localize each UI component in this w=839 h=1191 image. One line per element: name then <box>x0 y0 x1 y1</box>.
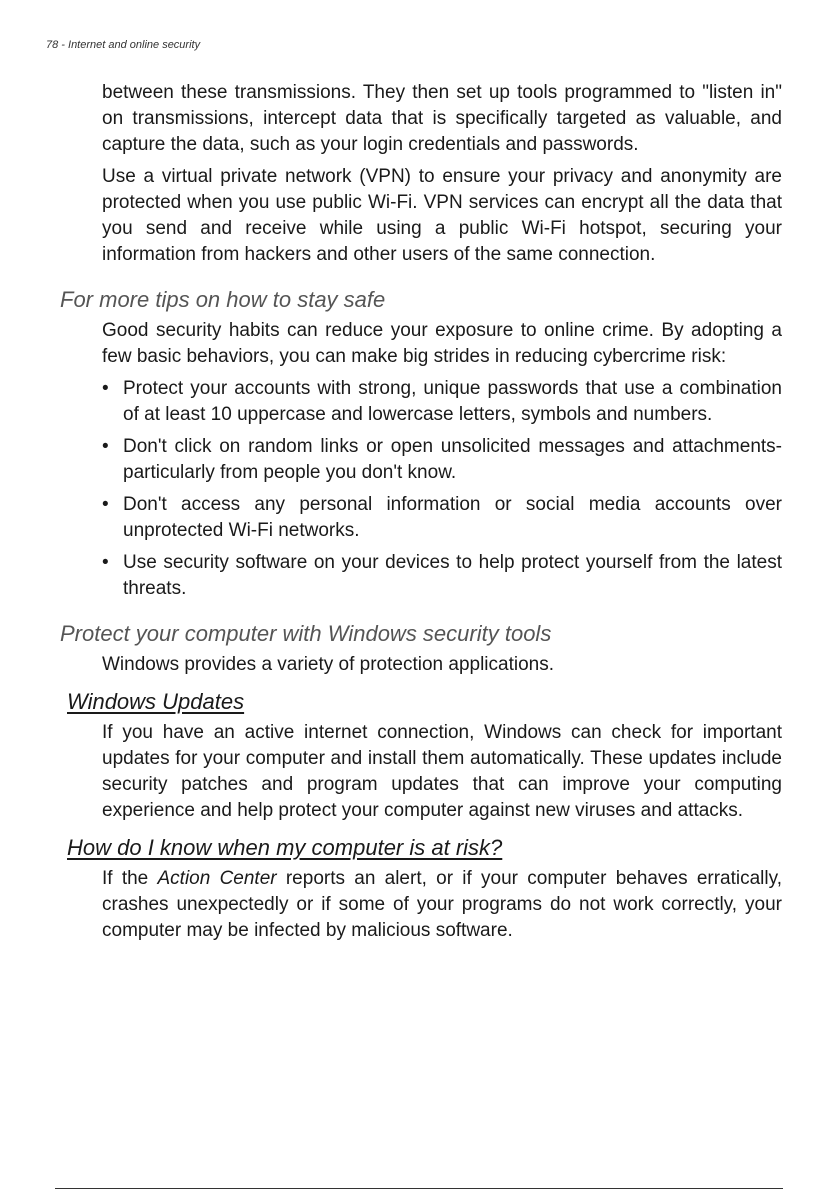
running-header: 78 - Internet and online security <box>46 39 201 51</box>
intro-paragraph-2: Use a virtual private network (VPN) to ensure your privacy and anonymity are protected when you use public Wi-Fi. VPN services can encrypt all the data that you send and receive while using a public Wi-Fi hotspot, securing your information from hackers and other users of the same connection. <box>102 166 782 265</box>
action-center-term: Action Center <box>157 868 277 889</box>
at-risk-body <box>102 866 782 944</box>
list-item <box>102 376 782 428</box>
page-body <box>60 80 782 950</box>
list-item-text: Don't access any personal information or social media accounts over unprotected Wi-Fi networks. <box>123 494 782 541</box>
bullet-icon: • <box>102 552 109 573</box>
list-item <box>102 492 782 544</box>
at-risk-body-start: If the <box>102 868 158 889</box>
windows-tools-intro: Windows provides a variety of protection applications. <box>102 654 555 675</box>
windows-updates-body: If you have an active internet connection, Windows can check for important updates for your computer and install them automatically. These updates include security patches and program updates that can improve your computing experience and help protect your computer against new viruses and attacks. <box>102 722 782 821</box>
at-risk-heading: How do I know when my computer is at risk? <box>67 835 503 860</box>
bullet-icon: • <box>102 378 109 399</box>
bullet-icon: • <box>102 494 109 515</box>
windows-updates-heading: Windows Updates <box>67 689 245 714</box>
tips-intro: Good security habits can reduce your exposure to online crime. By adopting a few basic behaviors, you can make big strides in reducing cybercrime risk: <box>102 320 782 367</box>
footer-divider <box>55 1188 783 1189</box>
tips-list <box>102 376 782 602</box>
at-risk-body-end: reports an alert, or if your computer behaves erratically, crashes unexpectedly or if some of your programs do not work correctly, your computer may be infected by malicious software. <box>102 868 782 941</box>
list-item <box>102 434 782 486</box>
bullet-icon: • <box>102 436 109 457</box>
list-item-text: Don't click on random links or open unsolicited messages and attachments-particularly from people you don't know. <box>123 436 782 483</box>
list-item <box>102 550 782 602</box>
intro-paragraph-1: between these transmissions. They then set up tools programmed to "listen in" on transmissions, intercept data that is specifically targeted as valuable, and capture the data, such as your login credentials and passwords. <box>102 82 782 155</box>
tips-heading: For more tips on how to stay safe <box>60 287 386 312</box>
list-item-text: Use security software on your devices to help protect yourself from the latest threats. <box>123 552 782 599</box>
windows-tools-heading: Protect your computer with Windows security tools <box>60 621 552 646</box>
list-item-text: Protect your accounts with strong, unique passwords that use a combination of at least 10 uppercase and lowercase letters, symbols and numbers. <box>123 378 782 425</box>
